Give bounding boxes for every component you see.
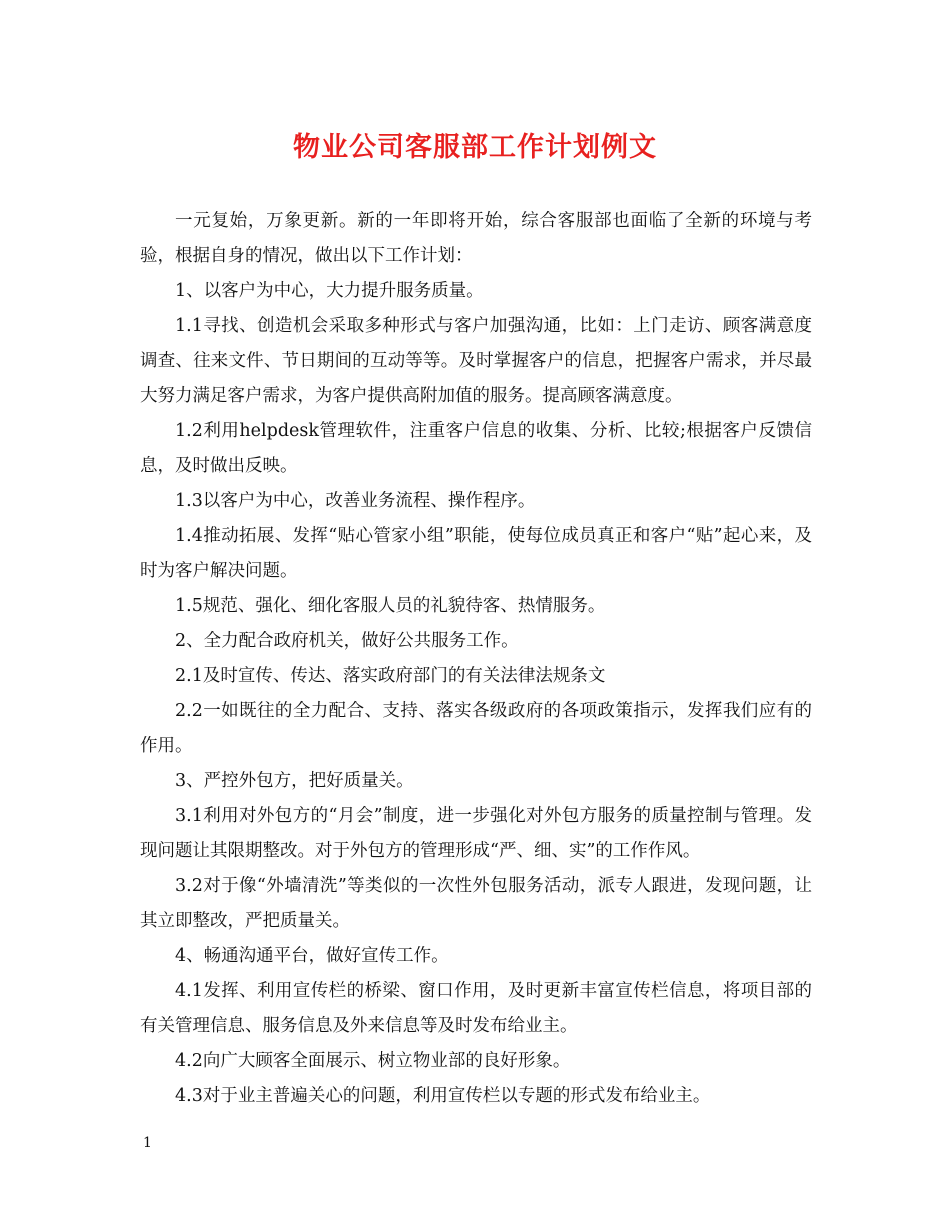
paragraph-4-3: 4.3对于业主普遍关心的问题，利用宣传栏以专题的形式发布给业主。 [175, 1086, 711, 1106]
paragraph-1-4: 1.4推动拓展、发挥“贴心管家小组”职能，使每位成员真正和客户“贴”起心来，及时为客户解决问题。 [140, 526, 812, 581]
document-title: 物业公司客服部工作计划例文 [293, 132, 657, 163]
paragraph-1-5: 1.5规范、强化、细化客服人员的礼貌待客、热情服务。 [175, 596, 606, 616]
heading-section-4: 4、畅通沟通平台，做好宣传工作。 [175, 946, 449, 966]
paragraph-1-2: 1.2利用helpdesk管理软件，注重客户信息的收集、分析、比较;根据客户反馈信息，及时做出反映。 [140, 421, 812, 476]
document-body [140, 204, 812, 1114]
paragraph-1-1: 1.1寻找、创造机会采取多种形式与客户加强沟通，比如：上门走访、顾客满意度调查、往来文件、节日期间的互动等等。及时掌握客户的信息，把握客户需求，并尽最大努力满足客户需求，为客户提供高附加值的服务。提高顾客满意度。 [140, 316, 812, 406]
heading-section-1: 1、以客户为中心，大力提升服务质量。 [175, 281, 484, 301]
heading-section-3: 3、严控外包方，把好质量关。 [175, 771, 414, 791]
paragraph-2-2: 2.2一如既往的全力配合、支持、落实各级政府的各项政策指示，发挥我们应有的作用。 [140, 701, 812, 756]
paragraph-3-2: 3.2对于像“外墙清洗”等类似的一次性外包服务活动，派专人跟进，发现问题，让其立即整改，严把质量关。 [140, 876, 812, 931]
paragraph-4-2: 4.2向广大顾客全面展示、树立物业部的良好形象。 [175, 1051, 571, 1071]
paragraph-3-1: 3.1利用对外包方的“月会”制度，进一步强化对外包方服务的质量控制与管理。发现问题让其限期整改。对于外包方的管理形成“严、细、实”的工作作风。 [140, 806, 812, 861]
paragraph-intro: 一元复始，万象更新。新的一年即将开始，综合客服部也面临了全新的环境与考验，根据自身的情况，做出以下工作计划： [140, 211, 812, 266]
page-number: 1 [143, 1135, 152, 1151]
heading-section-2: 2、全力配合政府机关，做好公共服务工作。 [175, 631, 519, 651]
paragraph-4-1: 4.1发挥、利用宣传栏的桥梁、窗口作用，及时更新丰富宣传栏信息，将项目部的有关管理信息、服务信息及外来信息等及时发布给业主。 [140, 981, 812, 1036]
paragraph-1-3: 1.3以客户为中心，改善业务流程、操作程序。 [175, 491, 536, 511]
paragraph-2-1: 2.1及时宣传、传达、落实政府部门的有关法律法规条文 [175, 666, 606, 686]
